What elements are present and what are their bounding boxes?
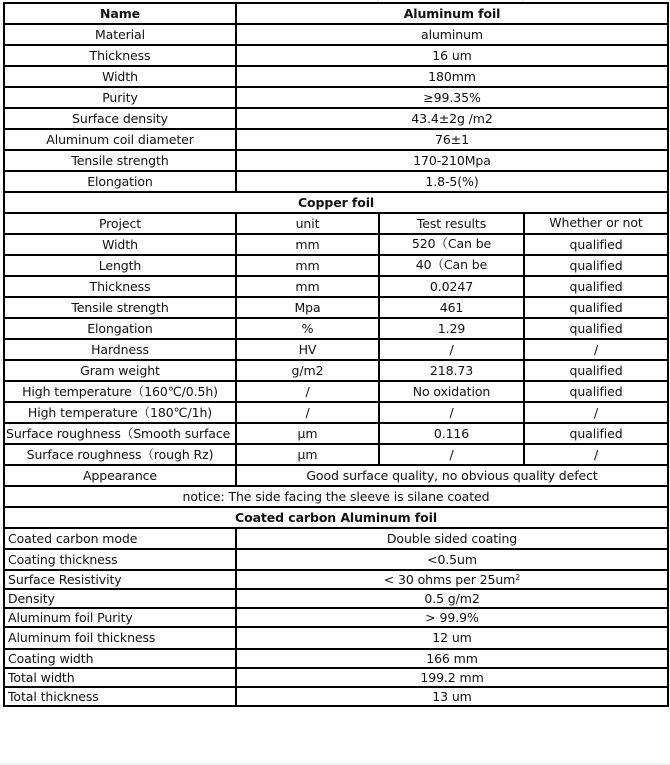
project-cell: High temperature（160℃/0.5h) [4,381,236,402]
table-row [4,649,668,668]
unit-cell: / [236,381,379,402]
table-row [4,608,668,627]
row-label: Surface density [4,108,236,129]
project-cell: Elongation [4,318,236,339]
row-value: <0.5um [236,549,668,570]
column-header-test-results: Test results [379,213,524,234]
row-value: 0.5 g/m2 [236,589,668,608]
aluminum-header-row [4,3,668,24]
row-value: 170-210Mpa [236,150,668,171]
row-value: 76±1 [236,129,668,150]
unit-cell: g/m2 [236,360,379,381]
row-value: 16 um [236,45,668,66]
table-row [4,45,668,66]
unit-cell: / [236,402,379,423]
coated-carbon-title: Coated carbon Aluminum foil [4,507,668,528]
row-value: 13 um [236,687,668,706]
row-value: 1.8-5(%) [236,171,668,192]
aluminum-foil-header: Aluminum foil [236,3,668,24]
unit-cell: HV [236,339,379,360]
row-label: Total thickness [4,687,236,706]
qualified-cell: qualified [524,276,668,297]
column-header-qualified: Whether or not [524,213,668,234]
appearance-label: Appearance [4,465,236,486]
result-cell: 1.29 [379,318,524,339]
qualified-cell: qualified [524,297,668,318]
project-cell: Thickness [4,276,236,297]
appearance-value: Good surface quality, no obvious quality defect [236,465,668,486]
unit-cell: μm [236,444,379,465]
table-row [4,570,668,589]
notice-text: notice: The side facing the sleeve is silane coated [4,486,668,507]
result-cell: / [379,444,524,465]
table-row [4,528,668,549]
row-value: 180mm [236,66,668,87]
unit-cell: mm [236,276,379,297]
result-cell: / [379,402,524,423]
appearance-row [4,465,668,486]
row-label: Density [4,589,236,608]
copper-title-row [4,192,668,213]
result-cell: No oxidation [379,381,524,402]
row-value: ≥99.35% [236,87,668,108]
qualified-cell: qualified [524,360,668,381]
table-row [4,24,668,45]
result-cell: 0.0247 [379,276,524,297]
qualified-cell: qualified [524,423,668,444]
row-value: 166 mm [236,649,668,668]
table-row [4,381,668,402]
table-row [4,360,668,381]
row-value: aluminum [236,24,668,45]
table-row [4,297,668,318]
unit-cell: % [236,318,379,339]
row-label: Tensile strength [4,150,236,171]
project-cell: Surface roughness（rough Rz) [4,444,236,465]
coated-title-row [4,507,668,528]
result-cell: 520（Can be [379,234,524,255]
table-row [4,318,668,339]
qualified-cell: qualified [524,234,668,255]
row-value: > 99.9% [236,608,668,627]
project-cell: Tensile strength [4,297,236,318]
table-row [4,255,668,276]
qualified-cell: / [524,402,668,423]
table-row [4,108,668,129]
row-label: Coating width [4,649,236,668]
project-cell: Surface roughness（Smooth surface [4,423,236,444]
result-cell: / [379,339,524,360]
copper-foil-title: Copper foil [4,192,668,213]
table-row [4,627,668,649]
project-cell: High temperature（180℃/1h) [4,402,236,423]
unit-cell: mm [236,255,379,276]
qualified-cell: / [524,444,668,465]
copper-column-header-row [4,213,668,234]
row-label: Thickness [4,45,236,66]
project-cell: Hardness [4,339,236,360]
row-value: 12 um [236,627,668,649]
qualified-cell: qualified [524,318,668,339]
name-header: Name [4,3,236,24]
result-cell: 40（Can be [379,255,524,276]
row-label: Elongation [4,171,236,192]
specification-table [3,2,669,707]
table-row [4,444,668,465]
unit-cell: μm [236,423,379,444]
unit-cell: mm [236,234,379,255]
table-row [4,234,668,255]
row-label: Aluminum foil thickness [4,627,236,649]
notice-row [4,486,668,507]
row-label: Surface Resistivity [4,570,236,589]
table-row [4,129,668,150]
qualified-cell: qualified [524,381,668,402]
table-row [4,423,668,444]
table-row [4,171,668,192]
table-row [4,549,668,570]
row-label: Width [4,66,236,87]
row-value: 199.2 mm [236,668,668,687]
row-value [236,570,668,589]
table-row [4,589,668,608]
row-label: Purity [4,87,236,108]
row-label: Aluminum foil Purity [4,608,236,627]
table-row [4,402,668,423]
table-row [4,150,668,171]
project-cell: Length [4,255,236,276]
column-header-unit: unit [236,213,379,234]
row-label: Coating thickness [4,549,236,570]
row-value: Double sided coating [236,528,668,549]
qualified-cell: / [524,339,668,360]
result-cell: 0.116 [379,423,524,444]
qualified-cell: qualified [524,255,668,276]
table-row [4,668,668,687]
row-label: Material [4,24,236,45]
project-cell: Width [4,234,236,255]
unit-cell: Mpa [236,297,379,318]
row-label: Coated carbon mode [4,528,236,549]
row-value: 43.4±2g /m2 [236,108,668,129]
column-header-project: Project [4,213,236,234]
table-row [4,687,668,706]
result-cell: 461 [379,297,524,318]
superscript: 2 [515,573,521,582]
result-cell: 218.73 [379,360,524,381]
row-label: Total width [4,668,236,687]
project-cell: Gram weight [4,360,236,381]
table-row [4,339,668,360]
table-row [4,87,668,108]
table-row [4,66,668,87]
resistivity-value: < 30 ohms per 25um [383,572,516,587]
row-label: Aluminum coil diameter [4,129,236,150]
table-row [4,276,668,297]
